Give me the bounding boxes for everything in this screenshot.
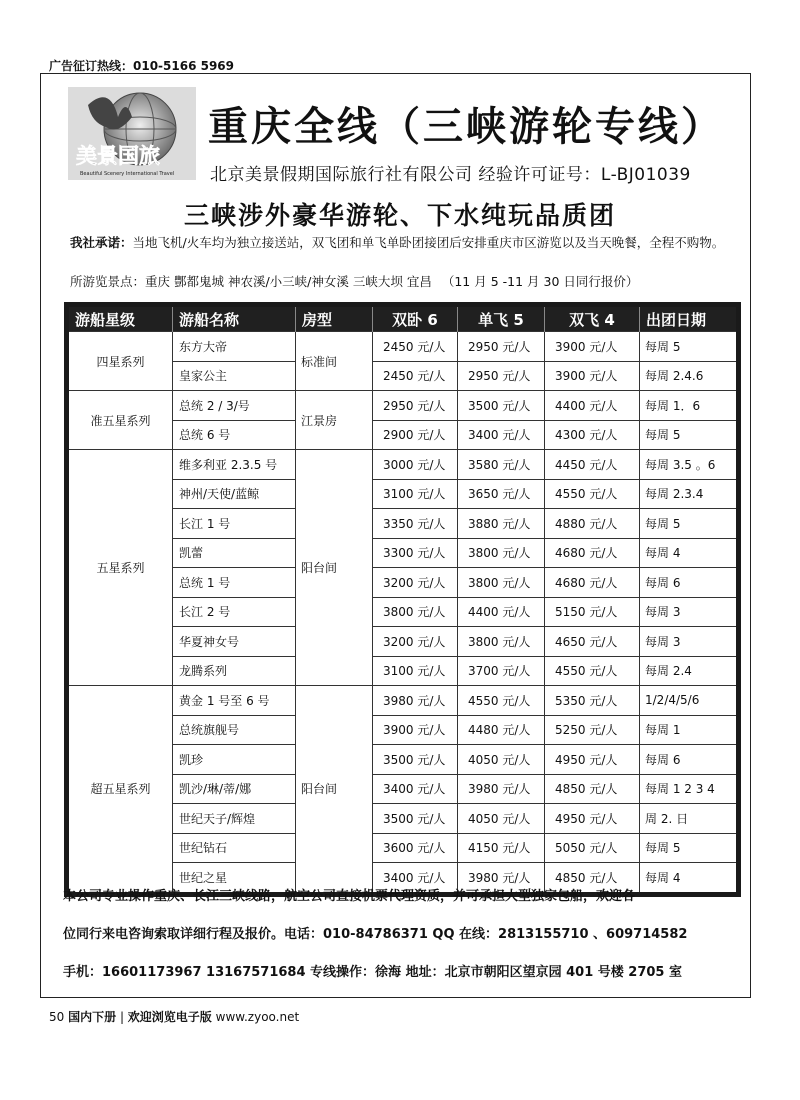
promise-text bbox=[70, 233, 748, 252]
price-train6: 3600 元/人 bbox=[373, 833, 458, 863]
price-single5: 2950 元/人 bbox=[458, 332, 545, 362]
departure-days: 每周 2.4 bbox=[640, 656, 739, 686]
departure-days: 周 2. 日 bbox=[640, 804, 739, 834]
departure-days: 每周 5 bbox=[640, 509, 739, 539]
departure-days: 每周 3.5 。6 bbox=[640, 450, 739, 480]
price-double4: 4550 元/人 bbox=[545, 479, 640, 509]
departure-days: 每周 5 bbox=[640, 833, 739, 863]
price-single5: 3800 元/人 bbox=[458, 538, 545, 568]
table-row bbox=[67, 686, 739, 716]
departure-days: 每周 5 bbox=[640, 332, 739, 362]
ship-name: 凯蕾 bbox=[173, 538, 296, 568]
price-double4: 4300 元/人 bbox=[545, 420, 640, 450]
departure-days: 每周 1 2 3 4 bbox=[640, 774, 739, 804]
itinerary bbox=[70, 272, 750, 290]
header-departure: 出团日期 bbox=[640, 305, 739, 332]
price-single5: 3980 元/人 bbox=[458, 863, 545, 895]
price-double4: 3900 元/人 bbox=[545, 361, 640, 391]
room-type: 阳台间 bbox=[296, 686, 373, 895]
price-single5: 3800 元/人 bbox=[458, 568, 545, 598]
price-double4: 5150 元/人 bbox=[545, 597, 640, 627]
departure-days: 每周 4 bbox=[640, 538, 739, 568]
departure-days: 1/2/4/5/6 bbox=[640, 686, 739, 716]
header-ship: 游船名称 bbox=[173, 305, 296, 332]
price-double4: 4950 元/人 bbox=[545, 745, 640, 775]
departure-days: 每周 2.4.6 bbox=[640, 361, 739, 391]
page-number: 50 bbox=[49, 1010, 65, 1024]
departure-days: 每周 5 bbox=[640, 420, 739, 450]
price-single5: 3580 元/人 bbox=[458, 450, 545, 480]
logo-subtext: Beautiful Scenery International Travel bbox=[80, 171, 175, 177]
header-room: 房型 bbox=[296, 305, 373, 332]
price-train6: 3500 元/人 bbox=[373, 804, 458, 834]
price-train6: 2450 元/人 bbox=[373, 361, 458, 391]
price-double4: 4400 元/人 bbox=[545, 391, 640, 421]
price-train6: 3500 元/人 bbox=[373, 745, 458, 775]
promise-body: 当地飞机/火车均为独立接送站，双飞团和单飞单卧团接团后安排重庆市区游览以及当天晚餐，全程不购物。 bbox=[132, 235, 725, 250]
price-single5: 4050 元/人 bbox=[458, 804, 545, 834]
table-row bbox=[67, 450, 739, 480]
table-header-row bbox=[67, 305, 739, 332]
price-single5: 4550 元/人 bbox=[458, 686, 545, 716]
price-double4: 4650 元/人 bbox=[545, 627, 640, 657]
page-slogan: 欢迎浏览电子版 bbox=[127, 1010, 212, 1024]
departure-days: 每周 3 bbox=[640, 597, 739, 627]
price-single5: 3880 元/人 bbox=[458, 509, 545, 539]
price-double4: 4680 元/人 bbox=[545, 538, 640, 568]
ship-name: 东方大帝 bbox=[173, 332, 296, 362]
ship-level: 五星系列 bbox=[67, 450, 173, 686]
price-train6: 3000 元/人 bbox=[373, 450, 458, 480]
departure-days: 每周 3 bbox=[640, 627, 739, 657]
price-train6: 3200 元/人 bbox=[373, 627, 458, 657]
price-single5: 3400 元/人 bbox=[458, 420, 545, 450]
page-footer: 50 国内下册 | 欢迎浏览电子版 www.zyoo.net bbox=[49, 1010, 300, 1024]
ship-name: 龙腾系列 bbox=[173, 656, 296, 686]
price-train6: 3350 元/人 bbox=[373, 509, 458, 539]
price-single5: 4050 元/人 bbox=[458, 745, 545, 775]
departure-days: 每周 2.3.4 bbox=[640, 479, 739, 509]
ship-name: 皇家公主 bbox=[173, 361, 296, 391]
page-subtitle: 三峡涉外豪华游轮、下水纯玩品质团 bbox=[183, 201, 616, 230]
departure-days: 每周 1．6 bbox=[640, 391, 739, 421]
room-type: 阳台间 bbox=[296, 450, 373, 686]
ship-name: 总统 2 / 3/号 bbox=[173, 391, 296, 421]
header-double4: 双飞 4 bbox=[545, 305, 640, 332]
price-double4: 4680 元/人 bbox=[545, 568, 640, 598]
ship-name: 总统 1 号 bbox=[173, 568, 296, 598]
price-train6: 3400 元/人 bbox=[373, 774, 458, 804]
departure-days: 每周 1 bbox=[640, 715, 739, 745]
itinerary-dates: （11 月 5 -11 月 30 日同行报价） bbox=[441, 274, 639, 289]
price-double4: 5350 元/人 bbox=[545, 686, 640, 716]
price-train6: 3800 元/人 bbox=[373, 597, 458, 627]
price-single5: 3650 元/人 bbox=[458, 479, 545, 509]
price-single5: 3980 元/人 bbox=[458, 774, 545, 804]
company-license: 北京美景假期国际旅行社有限公司 经验许可证号：L-BJ01039 bbox=[210, 165, 691, 185]
table-row bbox=[67, 332, 739, 362]
promise-label: 我社承诺： bbox=[70, 235, 133, 250]
price-train6: 3980 元/人 bbox=[373, 686, 458, 716]
ship-level: 四星系列 bbox=[67, 332, 173, 391]
ship-name: 长江 1 号 bbox=[173, 509, 296, 539]
ship-name: 神州/天使/蓝鲸 bbox=[173, 479, 296, 509]
ship-name: 华夏神女号 bbox=[173, 627, 296, 657]
ship-name: 总统旗舰号 bbox=[173, 715, 296, 745]
table-row bbox=[67, 391, 739, 421]
ship-name: 世纪天子/辉煌 bbox=[173, 804, 296, 834]
page-section: 国内下册 bbox=[68, 1010, 117, 1024]
room-type: 江景房 bbox=[296, 391, 373, 450]
price-train6: 2900 元/人 bbox=[373, 420, 458, 450]
price-single5: 2950 元/人 bbox=[458, 361, 545, 391]
header-single5: 单飞 5 bbox=[458, 305, 545, 332]
ship-name: 黄金 1 号至 6 号 bbox=[173, 686, 296, 716]
price-train6: 3100 元/人 bbox=[373, 479, 458, 509]
price-train6: 2450 元/人 bbox=[373, 332, 458, 362]
footer-line-2: 位同行来电咨询索取详细行程及报价。电话：010-84786371 QQ 在线：2813155710 、609714582 bbox=[63, 927, 688, 942]
footer-line-3: 手机：16601173967 13167571684 专线操作：徐海 地址：北京市朝阳区望京园 401 号楼 2705 室 bbox=[63, 965, 682, 980]
price-train6: 3100 元/人 bbox=[373, 656, 458, 686]
price-double4: 4850 元/人 bbox=[545, 774, 640, 804]
logo-text: 美景国旅 bbox=[76, 144, 160, 168]
price-train6: 3200 元/人 bbox=[373, 568, 458, 598]
price-single5: 4400 元/人 bbox=[458, 597, 545, 627]
price-double4: 4550 元/人 bbox=[545, 656, 640, 686]
header-train6: 双卧 6 bbox=[373, 305, 458, 332]
ship-name: 世纪钻石 bbox=[173, 833, 296, 863]
price-single5: 4150 元/人 bbox=[458, 833, 545, 863]
price-train6: 3900 元/人 bbox=[373, 715, 458, 745]
price-train6: 3300 元/人 bbox=[373, 538, 458, 568]
departure-days: 每周 6 bbox=[640, 568, 739, 598]
company-logo bbox=[68, 87, 196, 180]
ad-hotline: 广告征订热线：010-5166 5969 bbox=[49, 59, 235, 73]
departure-days: 每周 4 bbox=[640, 863, 739, 895]
ship-name: 总统 6 号 bbox=[173, 420, 296, 450]
price-double4: 5250 元/人 bbox=[545, 715, 640, 745]
ship-name: 长江 2 号 bbox=[173, 597, 296, 627]
ship-name: 维多利亚 2.3.5 号 bbox=[173, 450, 296, 480]
itinerary-label: 所游览景点： bbox=[70, 274, 146, 289]
ship-name: 凯珍 bbox=[173, 745, 296, 775]
footer-info bbox=[63, 888, 753, 1002]
departure-days: 每周 6 bbox=[640, 745, 739, 775]
price-double4: 3900 元/人 bbox=[545, 332, 640, 362]
page-title: 重庆全线（三峡游轮专线） bbox=[208, 104, 724, 150]
page-url: www.zyoo.net bbox=[215, 1010, 300, 1024]
itinerary-spots: 重庆 酆都鬼城 神农溪/小三峡/神女溪 三峡大坝 宜昌 bbox=[145, 274, 432, 289]
price-single5: 3700 元/人 bbox=[458, 656, 545, 686]
price-train6: 3400 元/人 bbox=[373, 863, 458, 895]
price-double4: 4880 元/人 bbox=[545, 509, 640, 539]
price-train6: 2950 元/人 bbox=[373, 391, 458, 421]
ship-level: 超五星系列 bbox=[67, 686, 173, 895]
price-table bbox=[64, 302, 741, 897]
price-single5: 4480 元/人 bbox=[458, 715, 545, 745]
price-double4: 4450 元/人 bbox=[545, 450, 640, 480]
ship-level: 准五星系列 bbox=[67, 391, 173, 450]
price-double4: 4850 元/人 bbox=[545, 863, 640, 895]
room-type: 标准间 bbox=[296, 332, 373, 391]
price-double4: 5050 元/人 bbox=[545, 833, 640, 863]
price-double4: 4950 元/人 bbox=[545, 804, 640, 834]
header-level: 游船星级 bbox=[67, 305, 173, 332]
price-single5: 3800 元/人 bbox=[458, 627, 545, 657]
price-single5: 3500 元/人 bbox=[458, 391, 545, 421]
ship-name: 凯沙/琳/蒂/娜 bbox=[173, 774, 296, 804]
ship-name: 世纪之星 bbox=[173, 863, 296, 895]
footer-line-1: 本公司专业操作重庆、长江三峡线路，航空公司直接机票代理资质，并可承担大型独家包船，欢迎各 bbox=[63, 889, 636, 904]
